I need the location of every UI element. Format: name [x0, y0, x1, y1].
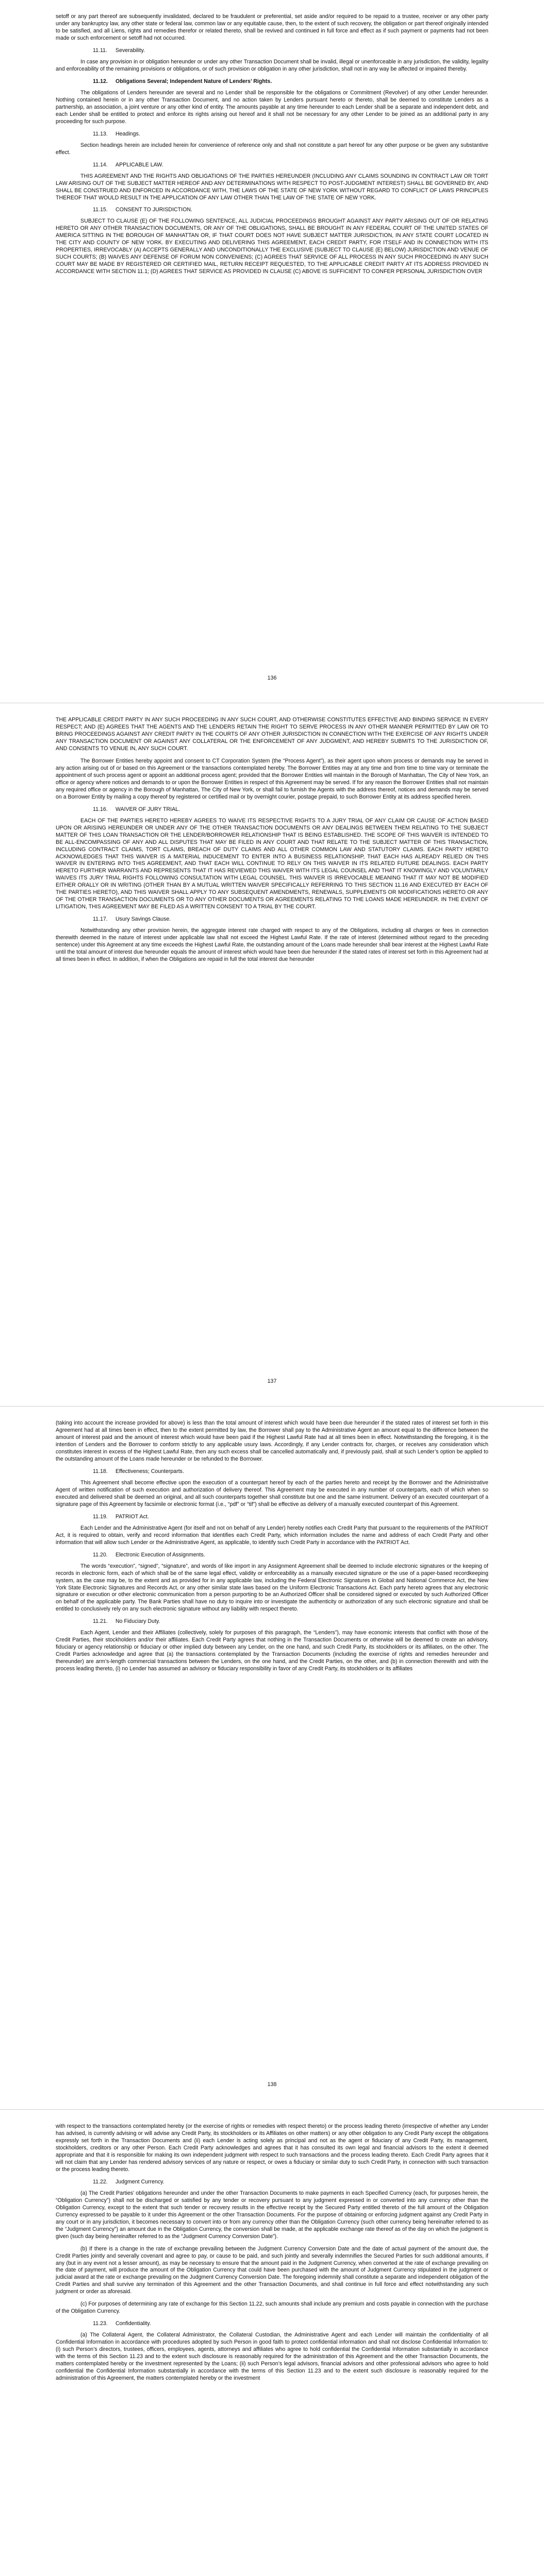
document-page [0, 703, 544, 1406]
body-paragraph: THE APPLICABLE CREDIT PARTY IN ANY SUCH PROCEEDING IN ANY SUCH COURT, AND OTHERWISE CONSTITUTES EFFECTIVE AND BINDING SERVICE IN EVERY RESPECT; AND (E) AGREES THAT THE AGENTS AND THE LENDERS RETAIN THE RIGHT TO SERVE PROCESS IN ANY OTHER MANNER PERMITTED BY LAW OR TO BRING PROCEEDINGS AGAINST ANY CREDIT PARTY IN THE COURTS OF ANY OTHER JURISDICTION IN CONNECTION WITH THE EXERCISE OF ANY RIGHTS UNDER ANY TRANSACTION DOCUMENT OR AGAINST ANY COLLATERAL OR THE ENFORCEMENT OF ANY JUDGMENT, AND HEREBY SUBMITS TO THE JURISDICTION OF, AND CONSENTS TO VENUE IN, ANY SUCH COURT. [56, 717, 488, 752]
section-number: 11.23. [93, 2320, 108, 2327]
section-heading [93, 207, 488, 213]
section-number: 11.19. [93, 1513, 108, 1520]
section-heading [93, 1552, 488, 1558]
section-heading [93, 2179, 488, 2185]
page-number: 136 [267, 675, 277, 681]
section-number: 11.20. [93, 1551, 108, 1558]
section-number: 11.18. [93, 1468, 108, 1475]
body-paragraph: Each Lender and the Administrative Agent (for itself and not on behalf of any Lender) hereby notifies each Credit Party that pursuant to the requirements of the PATRIOT Act, it is required to obtain, verify and record information that identifies each Credit Party, which information includes the name and address of each Credit Party and other information that will allow such Lender or the Administrative Agent, as applicable, to identify such Credit Party in accordance with the PATRIOT Act. [56, 1524, 488, 1546]
section-number: 11.14. [93, 161, 108, 168]
body-paragraph: The obligations of Lenders hereunder are several and no Lender shall be responsible for the obligations or Commitment (Revolver) of any other Lender hereunder. Nothing contained herein or in any other Transaction Document, and no action taken by Lenders pursuant hereto or thereto, shall be deemed to constitute Lenders as a partnership, an association, a joint venture or any other kind of entity. The amounts payable at any time hereunder to each Lender shall be a separate and independent debt, and each Lender shall be entitled to protect and enforce its rights arising out hereof and it shall not be necessary for any other Lender to be joined as an additional party in any proceeding for such purpose. [56, 89, 488, 125]
body-paragraph: Each Agent, Lender and their Affiliates (collectively, solely for purposes of this paragraph, the “Lenders”), may have economic interests that conflict with those of the Credit Parties, their stockholders and/or their affiliates. Each Credit Party agrees that nothing in the Transaction Documents or otherwise will be deemed to create an advisory, fiduciary or agency relationship or fiduciary or other implied duty between any Lender, on the one hand, and such Credit Party, its stockholders or its affiliates, on the other. The Credit Parties acknowledge and agree that (a) the transactions contemplated by the Transaction Documents (including the exercise of rights and remedies hereunder and thereunder) are arm’s-length commercial transactions between the Lenders, on the one hand, and the Credit Parties, on the other, and (b) in connection therewith and with the process leading thereto, (i) no Lender has assumed an advisory or fiduciary responsibility in favor of any Credit Party, its stockholders or its affiliates [56, 1630, 488, 1672]
section-heading [93, 1618, 488, 1624]
section-title: Severability. [116, 47, 145, 54]
document-page [0, 0, 544, 703]
section-number: 11.11. [93, 47, 107, 54]
page-number: 138 [267, 2081, 277, 2088]
body-paragraph: The Borrower Entities hereby appoint and consent to CT Corporation System (the “Process Agent”), as their agent upon whom process or demands may be served in any action arising out of or based on this Agreement or the transactions contemplated hereby. The Borrower Entities may at any time and from time to time vary or terminate the appointment of such process agent or appoint an additional process agent; provided that the Borrower Entities will maintain in the Borough of Manhattan, The City of New York, an office or agency where notices and demands to or upon the Borrower Entities in respect of this Agreement may be served. If for any reason the Borrower Entities shall not maintain any required office or agency in the Borough of Manhattan, The City of New York, or shall fail to furnish the Agents with the address thereof, notices and demands may be served on a Borrower Entity by mailing a copy thereof by registered or certified mail or by overnight courier, postage prepaid, to such Borrower Entity at its address specified herein. [56, 757, 488, 800]
section-number: 11.15. [93, 207, 108, 213]
document-page [0, 1406, 544, 2110]
body-paragraph: The words “execution”, “signed”, “signature”, and words of like import in any Assignment Agreement shall be deemed to include electronic signatures or the keeping of records in electronic form, each of which shall be of the same legal effect, validity or enforceability as a manually executed signature or the use of a paper-based recordkeeping system, as the case may be, to the extent and as provided for in any applicable law, including the Federal Electronic Signatures in Global and National Commerce Act, the New York State Electronic Signatures and Records Act, or any other similar state laws based on the Uniform Electronic Transactions Act. Each party hereto agrees that any electronic signature or execution or other electronic communication from a person purporting to be an Authorized Officer shall be considered signed or executed by such Authorized Officer on behalf of the applicable party. The Bank Parties shall have no duty to inquire into or investigate the authenticity or authorization of any such electronic signature and shall be entitled to conclusively rely on any such electronic signature without any liability with respect thereto. [56, 1563, 488, 1613]
section-heading [93, 1468, 488, 1475]
body-paragraph: setoff or any part thereof are subsequently invalidated, declared to be fraudulent or preferential, set aside and/or required to be repaid to a trustee, receiver or any other party under any bankruptcy law, any other state or federal law, common law or any equitable cause, then, to the extent of such recovery, the obligation or part thereof originally intended to be satisfied, and all Liens, rights and remedies therefor or related thereto, shall be revived and continued in full force and effect as if such payment or payments had not been made or such enforcement or setoff had not occurred. [56, 13, 488, 41]
body-paragraph: Notwithstanding any other provision herein, the aggregate interest rate charged with respect to any of the Obligations, including all charges or fees in connection therewith deemed in the nature of interest under applicable law shall not exceed the Highest Lawful Rate. If the rate of interest (determined without regard to the preceding sentence) under this Agreement at any time exceeds the Highest Lawful Rate, the outstanding amount of the Loans made hereunder shall bear interest at the Highest Lawful Rate until the total amount of interest due hereunder equals the amount of interest which would have been due hereunder if the stated rates of interest set forth in this Agreement had at all times been in effect. In addition, if when the Obligations are repaid in full the total interest due hereunder [56, 927, 488, 963]
section-title: Usury Savings Clause. [116, 916, 171, 923]
section-number: 11.22. [93, 2178, 108, 2185]
body-paragraph: EACH OF THE PARTIES HERETO HEREBY AGREES TO WAIVE ITS RESPECTIVE RIGHTS TO A JURY TRIAL OF ANY CLAIM OR CAUSE OF ACTION BASED UPON OR ARISING HEREUNDER OR UNDER ANY OF THE OTHER TRANSACTION DOCUMENTS OR ANY DEALINGS BETWEEN THEM RELATING TO THE SUBJECT MATTER OF THIS LOAN TRANSACTION OR THE LENDER/BORROWER RELATIONSHIP THAT IS BEING ESTABLISHED. THE SCOPE OF THIS WAIVER IS INTENDED TO BE ALL-ENCOMPASSING OF ANY AND ALL DISPUTES THAT MAY BE FILED IN ANY COURT AND THAT RELATE TO THE SUBJECT MATTER OF THIS TRANSACTION, INCLUDING CONTRACT CLAIMS, TORT CLAIMS, BREACH OF DUTY CLAIMS AND ALL OTHER COMMON LAW AND STATUTORY CLAIMS. EACH PARTY HERETO ACKNOWLEDGES THAT THIS WAIVER IS A MATERIAL INDUCEMENT TO ENTER INTO A BUSINESS RELATIONSHIP, THAT EACH HAS ALREADY RELIED ON THIS WAIVER IN ENTERING INTO THIS AGREEMENT, AND THAT EACH WILL CONTINUE TO RELY ON THIS WAIVER IN ITS RELATED FUTURE DEALINGS. EACH PARTY HERETO FURTHER WARRANTS AND REPRESENTS THAT IT HAS REVIEWED THIS WAIVER WITH ITS LEGAL COUNSEL AND THAT IT KNOWINGLY AND VOLUNTARILY WAIVES ITS JURY TRIAL RIGHTS FOLLOWING CONSULTATION WITH LEGAL COUNSEL. THIS WAIVER IS IRREVOCABLE MEANING THAT IT MAY NOT BE MODIFIED EITHER ORALLY OR IN WRITING (OTHER THAN BY A MUTUAL WRITTEN WAIVER SPECIFICALLY REFERRING TO THIS SECTION 11.16 AND EXECUTED BY EACH OF THE PARTIES HERETO), AND THIS WAIVER SHALL APPLY TO ANY SUBSEQUENT AMENDMENTS, RENEWALS, SUPPLEMENTS OR MODIFICATIONS HERETO OR ANY OF THE OTHER TRANSACTION DOCUMENTS OR TO ANY OTHER DOCUMENTS OR AGREEMENTS RELATING TO THE LOANS MADE HEREUNDER. IN THE EVENT OF LITIGATION, THIS AGREEMENT MAY BE FILED AS A WRITTEN CONSENT TO A TRIAL BY THE COURT. [56, 817, 488, 910]
body-paragraph: SUBJECT TO CLAUSE (E) OF THE FOLLOWING SENTENCE, ALL JUDICIAL PROCEEDINGS BROUGHT AGAINST ANY PARTY ARISING OUT OF OR RELATING HERETO OR ANY OTHER TRANSACTION DOCUMENTS, OR ANY OF THE OBLIGATIONS, SHALL BE BROUGHT IN ANY FEDERAL COURT OF THE UNITED STATES OF AMERICA SITTING IN THE BOROUGH OF MANHATTAN OR, IF THAT COURT DOES NOT HAVE SUBJECT MATTER JURISDICTION, IN ANY STATE COURT LOCATED IN THE CITY AND COUNTY OF NEW YORK. BY EXECUTING AND DELIVERING THIS AGREEMENT, EACH CREDIT PARTY, FOR ITSELF AND IN CONNECTION WITH ITS PROPERTIES, IRREVOCABLY (A) ACCEPTS GENERALLY AND UNCONDITIONALLY THE EXCLUSIVE (SUBJECT TO CLAUSE (E) BELOW) JURISDICTION AND VENUE OF SUCH COURTS; (B) WAIVES ANY DEFENSE OF FORUM NON CONVENIENS; (C) AGREES THAT SERVICE OF ALL PROCESS IN ANY SUCH PROCEEDING IN ANY SUCH COURT MAY BE MADE BY REGISTERED OR CERTIFIED MAIL, RETURN RECEIPT REQUESTED, TO THE APPLICABLE CREDIT PARTY AT ITS ADDRESS PROVIDED IN ACCORDANCE WITH SECTION 11.1; (D) AGREES THAT SERVICE AS PROVIDED IN CLAUSE (C) ABOVE IS SUFFICIENT TO CONFER PERSONAL JURISDICTION OVER [56, 218, 488, 275]
section-number: 11.16. [93, 806, 108, 812]
body-paragraph: In case any provision in or obligation hereunder or under any other Transaction Document shall be invalid, illegal or unenforceable in any jurisdiction, the validity, legality and enforceability of the remaining provisions or obligations, or of such provision or obligation in any other jurisdiction, shall not in any way be affected or impaired thereby. [56, 58, 488, 72]
body-paragraph: (c) For purposes of determining any rate of exchange for this Section 11.22, such amounts shall include any premium and costs payable in connection with the purchase of the Obligation Currency. [56, 2301, 488, 2315]
section-number: 11.17. [93, 916, 108, 923]
section-title: Obligations Several; Independent Nature of Lenders’ Rights. [116, 78, 272, 84]
body-paragraph: This Agreement shall become effective upon the execution of a counterpart hereof by each of the parties hereto and receipt by the Borrower and the Administrative Agent of written notification of such execution and authorization of delivery thereof. This Agreement may be executed in any number of counterparts, each of which when so executed and delivered shall be deemed an original, and all such counterparts together shall constitute but one and the same instrument. Delivery of an executed counterpart of a signature page of this Agreement by facsimile or electronic format (i.e., “pdf” or “tif”) shall be effective as delivery of a manually executed counterpart of this Agreement. [56, 1479, 488, 1507]
section-title: Effectiveness; Counterparts. [116, 1468, 184, 1475]
section-title: Electronic Execution of Assignments. [116, 1551, 205, 1558]
page-number: 137 [267, 1378, 277, 1384]
section-heading [93, 2320, 488, 2327]
section-number: 11.13. [93, 130, 108, 137]
section-heading [93, 47, 488, 54]
body-paragraph: (a) The Collateral Agent, the Collateral Administrator, the Collateral Custodian, the Administrative Agent and each Lender will maintain the confidentiality of all Confidential Information in accordance with procedures adopted by such Person in good faith to protect confidential information and shall not disclose Confidential Information to: (i) such Person’s directors, trustees, officers, employees, agents, attorneys and affiliates who agree to hold confidential the Confidential Information substantially in accordance with the terms of this Section 11.23 and to the extent such disclosure is reasonably required for the administration of this Agreement and the other Transaction Documents, the matters contemplated hereby or the investment represented by the Loans; (ii) such Person’s legal advisors, financial advisors and other professional advisors who agree to hold confidential the Confidential Information substantially in accordance with the terms of this Section 11.23 and to the extent such disclosure is reasonably required for the administration of this Agreement, the matters contemplated hereby or the investment [56, 2332, 488, 2382]
section-heading [93, 806, 488, 812]
section-number: 11.21. [93, 1618, 108, 1625]
section-heading [93, 162, 488, 168]
section-title: Headings. [116, 130, 140, 137]
section-heading [93, 131, 488, 137]
section-number: 11.12. [93, 78, 108, 84]
body-paragraph: (taking into account the increase provided for above) is less than the total amount of interest which would have been due hereunder if the stated rates of interest set forth in this Agreement had at all times been in effect, then to the extent permitted by law, the Borrower shall pay to the Administrative Agent an amount equal to the difference between the amount of interest paid and the amount of interest which would have been paid if the Highest Lawful Rate had at all times been in effect. Notwithstanding the foregoing, it is the intention of Lenders and the Borrower to conform strictly to any applicable usury laws. Accordingly, if any Lender contracts for, charges, or receives any consideration which constitutes interest in excess of the Highest Lawful Rate, then any such excess shall be cancelled automatically and, if previously paid, shall at such Lender’s option be applied to the outstanding amount of the Loans made hereunder or be refunded to the Borrower. [56, 1420, 488, 1462]
section-heading [93, 78, 488, 84]
body-paragraph: THIS AGREEMENT AND THE RIGHTS AND OBLIGATIONS OF THE PARTIES HEREUNDER (INCLUDING ANY CLAIMS SOUNDING IN CONTRACT LAW OR TORT LAW ARISING OUT OF THE SUBJECT MATTER HEREOF AND ANY DETERMINATIONS WITH RESPECT TO POST-JUDGMENT INTEREST) SHALL BE GOVERNED BY, AND SHALL BE CONSTRUED AND ENFORCED IN ACCORDANCE WITH, THE LAWS OF THE STATE OF NEW YORK WITHOUT REGARD TO CONFLICT OF LAWS PRINCIPLES THEREOF THAT WOULD RESULT IN THE APPLICATION OF ANY LAW OTHER THAN THE LAW OF THE STATE OF NEW YORK. [56, 173, 488, 201]
section-title: Judgment Currency. [116, 2178, 164, 2185]
body-paragraph: (a) The Credit Parties’ obligations hereunder and under the other Transaction Documents to make payments in each Specified Currency (each, for purposes herein, the “Obligation Currency”) shall not be discharged or satisfied by any tender or recovery pursuant to any judgment expressed in or converted into any currency other than the Obligation Currency, except to the extent that such tender or recovery results in the effective receipt by the Secured Party entitled thereto of the full amount of the Obligation Currency expressed to be payable to it under this Agreement or the other Transaction Documents. For the purpose of obtaining or enforcing judgment against any Credit Party in any court or in any jurisdiction, it becomes necessary to convert into or from any currency other than the Obligation Currency (such other currency being hereinafter referred to as the “Judgment Currency”) an amount due in the Obligation Currency, the conversion shall be made, at the applicable exchange rate thereof as of the day on which the judgment is given (such day being hereinafter referred to as the “Judgment Currency Conversion Date”). [56, 2190, 488, 2240]
section-title: WAIVER OF JURY TRIAL. [116, 806, 180, 812]
section-title: CONSENT TO JURISDICTION. [116, 207, 192, 213]
section-heading [93, 916, 488, 922]
body-paragraph: with respect to the transactions contemplated hereby (or the exercise of rights or remedies with respect thereto) or the process leading thereto (irrespective of whether any Lender has advised, is currently advising or will advise any Credit Party, its stockholders or its Affiliates on other matters) or any other obligation to any Credit Party except the obligations expressly set forth in the Transaction Documents and (ii) each Lender is acting solely as principal and not as the agent or fiduciary of any Credit Party, its management, stockholders, creditors or any other Person. Each Credit Party acknowledges and agrees that it has consulted its own legal and financial advisors to the extent it deemed appropriate and that it is responsible for making its own independent judgment with respect to such transactions and the process leading thereto. Each Credit Party agrees that it will not claim that any Lender has rendered advisory services of any nature or respect, or owes a fiduciary or similar duty to such Credit Party, in connection with such transaction or the process leading thereto. [56, 2123, 488, 2173]
section-title: Confidentiality. [116, 2320, 151, 2327]
section-title: APPLICABLE LAW. [116, 161, 163, 168]
section-title: PATRIOT Act. [116, 1513, 149, 1520]
body-paragraph: Section headings herein are included herein for convenience of reference only and shall not constitute a part hereof for any other purpose or be given any substantive effect. [56, 142, 488, 156]
section-heading [93, 1514, 488, 1520]
document-page [0, 2110, 544, 2576]
section-title: No Fiduciary Duty. [116, 1618, 160, 1625]
body-paragraph: (b) If there is a change in the rate of exchange prevailing between the Judgment Currency Conversion Date and the date of actual payment of the amount due, the Credit Parties jointly and severally covenant and agree to pay, or cause to be paid, and such jointly and severally indemnifies the Secured Parties for such additional amounts, if any (but in any event not a lesser amount), as may be necessary to ensure that the amount paid in the Judgment Currency, when converted at the rate of exchange prevailing on the date of payment, will produce the amount of the Obligation Currency that could have been purchased with the amount of Judgment Currency stipulated in the judgment or judicial award at the rate or exchange prevailing on the Judgment Currency Conversion Date. The foregoing indemnity shall constitute a separate and independent obligation of the Credit Parties and shall survive any termination of this Agreement and the other Transaction Documents, and shall continue in full force and effect notwithstanding any such judgment or order as aforesaid. [56, 2245, 489, 2295]
